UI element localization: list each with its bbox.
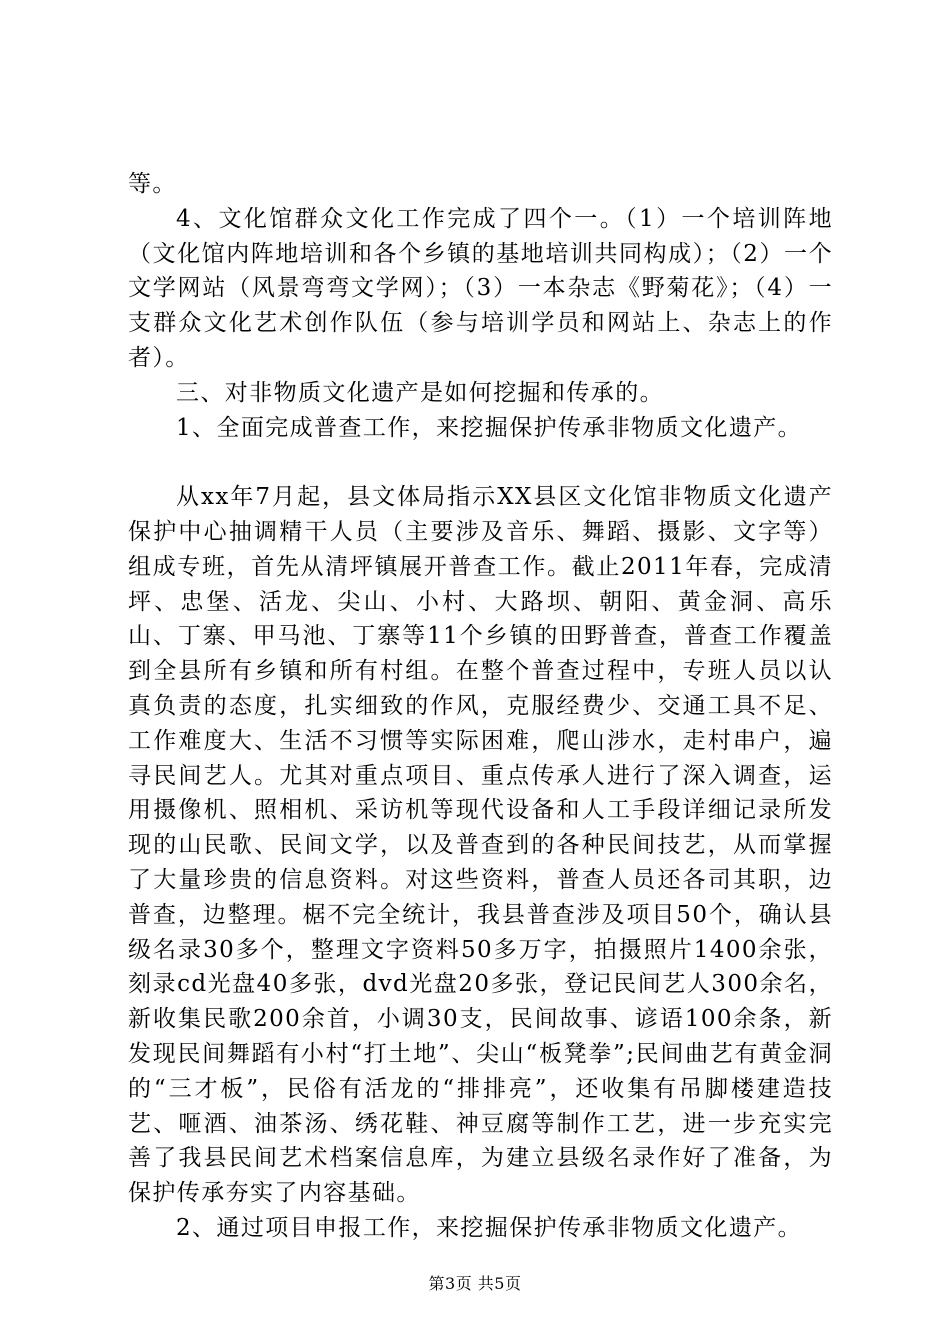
document-body (128, 167, 833, 1246)
page-footer: 第3页 共5页 (428, 1274, 522, 1293)
paragraph-item-4: 4、文化馆群众文化工作完成了四个一。（1）一个培训阵地（文化馆内阵地培训和各个乡镇的基地培训共同构成）；（2）一个文学网站（风景弯弯文学网）；（3）一本杂志《野菊花》；（4）一支群众文化艺术创作队伍（参与培训学员和网站上、杂志上的作者）。 (128, 205, 833, 371)
section-heading-3: 三、对非物质文化遗产是如何挖掘和传承的。 (176, 379, 664, 406)
paragraph-spacer (128, 445, 833, 480)
paragraph-continuation: 等。 (128, 171, 177, 197)
subheading-1: 1、全面完成普查工作，来挖掘保护传承非物质文化遗产。 (176, 414, 803, 441)
subheading-2: 2、通过项目申报工作，来挖掘保护传承非物质文化遗产。 (176, 1214, 803, 1241)
paragraph-survey-body: 从xx年7月起，县文体局指示XX县区文化馆非物质文化遗产保护中心抽调精干人员（主要涉及音乐、舞蹈、摄影、文字等）组成专班，首先从清坪镇展开普查工作。截止2011年春，完成清坪、忠堡、活龙、尖山、小村、大路坝、朝阳、黄金洞、高乐山、丁寨、甲马池、丁寨等11个乡镇的田野普查，普查工作覆盖到全县所有乡镇和所有村组。在整个普查过程中，专班人员以认真负责的态度，扎实细致的作风，克服经费少、交通工具不足、工作难度大、生活不习惯等实际困难，爬山涉水，走村串户，遍寻民间艺人。尤其对重点项目、重点传承人进行了深入调查，运用摄像机、照相机、采访机等现代设备和人工手段详细记录所发现的山民歌、民间文学，以及普查到的各种民间技艺，从而掌握了大量珍贵的信息资料。对这些资料，普查人员还各司其职，边普查，边整理。椐不完全统计，我县普查涉及项目50个，确认县级名录30多个，整理文字资料50多万字，拍摄照片1400余张，刻录cd光盘40多张，dvd光盘20多张，登记民间艺人300余名，新收集民歌200余首，小调30支，民间故事、谚语100余条，新发现民间舞蹈有小村“打土地”、尖山“板凳拳”;民间曲艺有黄金洞的“三才板”，民俗有活龙的“排排亮”，还收集有吊脚楼建造技艺、咂酒、油茶汤、绣花鞋、神豆腐等制作工艺，进一步充实完善了我县民间艺术档案信息库，为建立县级名录作好了准备，为保护传承夯实了内容基础。 (128, 484, 833, 1207)
